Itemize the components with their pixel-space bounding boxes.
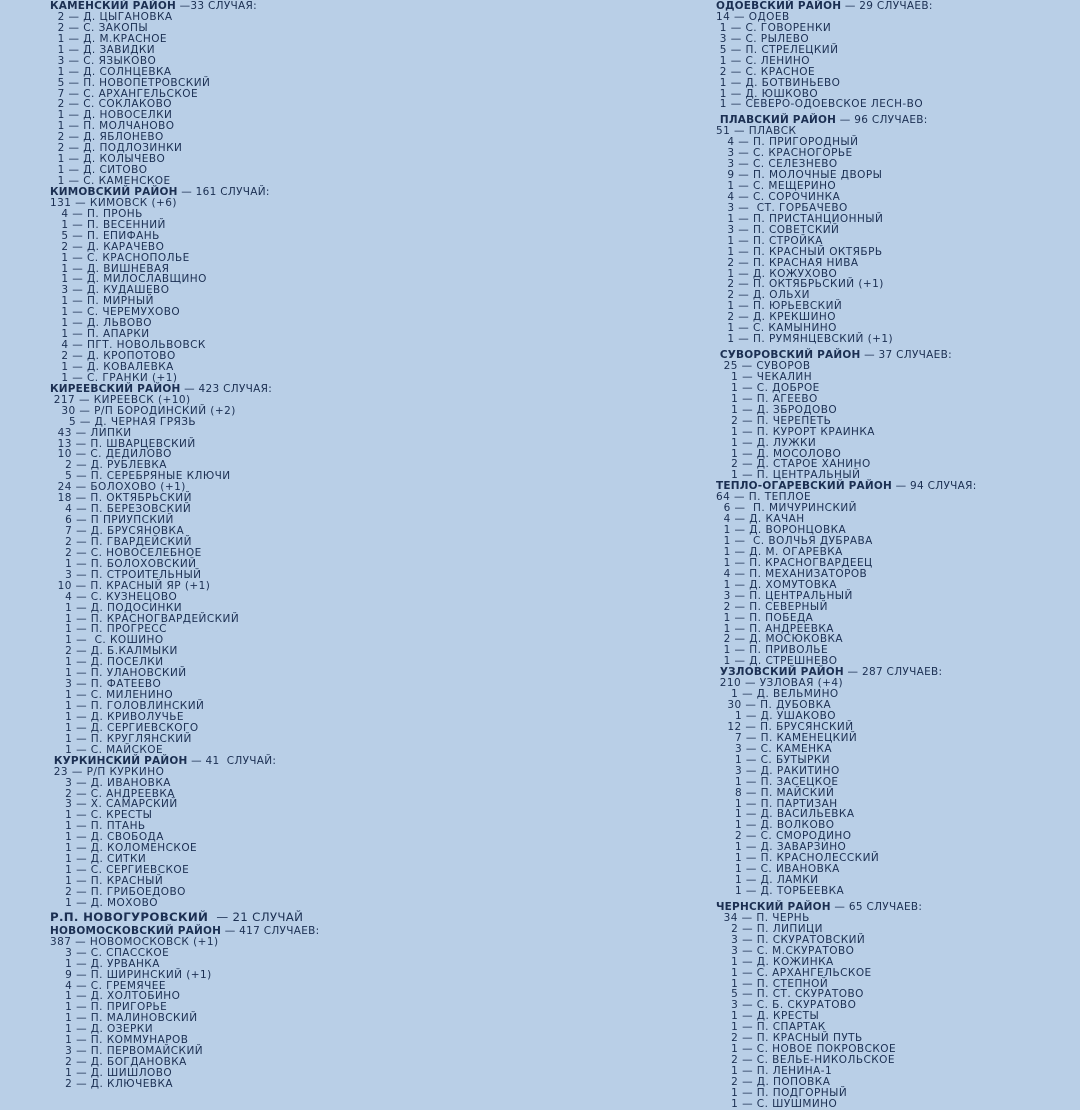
settlement-entry: 1 — Д. ЛАМКИ: [716, 874, 819, 887]
settlement-entry: 1 — Д. ЛУЖКИ: [716, 436, 817, 449]
settlement-entry: 3 — С. ЯЗЫКОВО: [50, 54, 157, 67]
settlement-entry: 3 — С. КРАСНОГОРЬЕ: [716, 147, 853, 160]
settlement-entry: 1 — С. ЛЕНИНО: [716, 54, 810, 67]
settlement-entry: 2 — Д. ЯБЛОНЕВО: [50, 131, 164, 144]
settlement-entry: 10 — П. КРАСНЫЙ ЯР (+1): [50, 579, 211, 592]
settlement-entry: 1 — С. АРХАНГЕЛЬСКОЕ: [716, 966, 872, 979]
settlement-entry: 1 — С. ГРАНКИ (+1): [50, 371, 178, 384]
settlement-entry: 2 — Д. РУБЛЕВКА: [50, 459, 167, 472]
settlement-entry: 3 — П. СТРОИТЕЛЬНЫЙ: [50, 568, 202, 581]
district-name: ОДОЕВСКИЙ РАЙОН: [716, 0, 842, 12]
settlement-entry: 1 — Д. СТРЕШНЕВО: [716, 655, 838, 668]
settlement-entry: 1 — П. КРАСНЫЙ: [50, 875, 164, 887]
settlement-entry: 1 — Д. СОЛНЦЕВКА: [50, 65, 172, 78]
settlement-entry: 1 — Д. КРИВОЛУЧЬЕ: [50, 710, 184, 723]
district-name: КАМЕНСКИЙ РАЙОН: [50, 0, 176, 12]
settlement-entry: 7 — Д. БРУСЯНОВКА: [50, 525, 185, 537]
settlement-entry: 1 — С. КАМЫНИНО: [716, 322, 837, 335]
settlement-entry: 1 — Д. КОЖИНКА: [716, 955, 834, 968]
settlement-entry: 1 — П. АГЕЕВО: [716, 392, 818, 405]
settlement-entry: 2 — Д. ПОДЛОЗИНКИ: [50, 142, 183, 155]
settlement-entry: 7 — П. КАМЕНЕЦКИЙ: [716, 731, 858, 744]
settlement-entry: 3 — П. ПЕРВОМАЙСКИЙ: [50, 1045, 204, 1058]
settlement-entry: 4 — С. КУЗНЕЦОВО: [50, 590, 178, 603]
settlement-entry: 1 — Д. М. ОГАРЕВКА: [716, 545, 843, 558]
settlement-entry: 2 — Д. КРОПОТОВО: [50, 350, 176, 362]
settlement-entry: 131 — КИМОВСК (+6): [50, 196, 177, 209]
settlement-entry: 1 — Д. МОХОВО: [50, 896, 158, 909]
settlement-entry: 23 — Р/П КУРКИНО: [50, 765, 165, 778]
settlement-entry: 1 — Д. ВИШНЕВАЯ: [50, 262, 170, 275]
district-name: Р.П. НОВОГУРОВСКИЙ: [50, 909, 209, 924]
right-column: [716, 1, 1076, 1110]
settlement-entry: 1 — Д. ВЕЛЬМИНО: [716, 688, 839, 701]
settlement-entry: 1 — Д. КОЛОМЕНСКОЕ: [50, 842, 198, 855]
settlement-entry: 1 — П. ПРИВОЛЬЕ: [716, 644, 829, 657]
district-name: ПЛАВСКИЙ РАЙОН: [716, 114, 837, 127]
settlement-entry: 1 — П. КРАСНОЛЕССКИЙ: [716, 852, 880, 865]
settlement-entry: 43 — ЛИПКИ: [50, 426, 132, 439]
settlement-entry: 1 — П. КУРОРТ КРАИНКА: [716, 425, 875, 438]
settlement-entry: 1 — С. МАЙСКОЕ: [50, 743, 164, 756]
settlement-entry: 2 — С. КРАСНОЕ: [716, 65, 816, 78]
settlement-entry: 1 — С. МИЛЕНИНО: [50, 689, 174, 702]
settlement-entry: 1 — П. ПОДГОРНЫЙ: [716, 1086, 848, 1099]
settlement-entry: 2 — С. НОВОСЕЛЕБНОЕ: [50, 546, 202, 559]
settlement-entry: 1 — С. КОШИНО: [50, 634, 164, 647]
settlement-entry: 2 — Д. КАРАЧЕВО: [50, 240, 165, 253]
settlement-entry: 5 — П. НОВОПЕТРОВСКИЙ: [50, 76, 211, 89]
settlement-entry: 2 — Д. БОГДАНОВКА: [50, 1056, 187, 1069]
settlement-entry: 1 — Д. ХОЛТОБИНО: [50, 990, 181, 1003]
district-name: КИРЕЕВСКИЙ РАЙОН: [50, 382, 181, 395]
settlement-entry: 1 — П. ЦЕНТРАЛЬНЫЙ: [716, 469, 861, 482]
settlement-entry: 1 — П. РУМЯНЦЕВСКИЙ (+1): [716, 333, 894, 346]
settlement-entry: 1 — С. КАМЕНСКОЕ: [50, 175, 171, 187]
settlement-entry: 13 — П. ШВАРЦЕВСКИЙ: [50, 437, 196, 450]
settlement-entry: 4 — Д. КАЧАН: [716, 513, 805, 526]
settlement-entry: 1 — Д. М.КРАСНОЕ: [50, 32, 168, 45]
settlement-entry: 18 — П. ОКТЯБРЬСКИЙ: [50, 492, 192, 505]
settlement-entry: 1 — Д. ЗАВИДКИ: [50, 43, 156, 56]
settlement-entry: 2 — С. СМОРОДИНО: [716, 830, 852, 843]
settlement-entry: 1 — Д. КОВАЛЕВКА: [50, 360, 174, 373]
settlement-entry: 1 — П. ПРИГОРЬЕ: [50, 1001, 168, 1014]
district-total: — 287 СЛУЧАЕВ:: [843, 666, 943, 679]
settlement-entry: 1 — П. КРАСНОГВАРДЕЕЦ: [716, 556, 873, 569]
settlement-entry: 1 — П. УЛАНОВСКИЙ: [50, 667, 187, 680]
settlement-entry: 4 — П. БЕРЕЗОВСКИЙ: [50, 503, 192, 516]
settlement-entry: 387 — НОВОМОСКОВСК (+1): [50, 935, 219, 948]
settlement-entry: 1 — С. НОВОЕ ПОКРОВСКОЕ: [716, 1043, 897, 1056]
settlement-entry: 12 — П. БРУСЯНСКИЙ: [716, 720, 854, 733]
settlement-entry: 30 — Р/П БОРОДИНСКИЙ (+2): [50, 404, 236, 417]
settlement-entry: 1 — П. ПАРТИЗАН: [716, 797, 838, 810]
district-heading: [50, 756, 520, 767]
district-total: — 41 СЛУЧАЙ:: [187, 754, 277, 767]
settlement-entry: 3 — С. СЕЛЕЗНЕВО: [716, 158, 838, 171]
settlement-entry: 1 — С. СЕРГИЕВСКОЕ: [50, 864, 190, 877]
settlement-entry: 1 — П. КРУГЛЯНСКИЙ: [50, 732, 192, 745]
settlement-entry: 6 — П. МИЧУРИНСКИЙ: [716, 502, 857, 515]
settlement-entry: 1 — П. СТЕПНОЙ: [716, 977, 829, 990]
settlement-entry: 2 — Д. МОСЮКОВКА: [716, 633, 844, 646]
settlement-entry: 1 — Д. ТОРБЕЕВКА: [716, 885, 845, 897]
settlement-entry: 1 — П. КРАСНОГВАРДЕЙСКИЙ: [50, 612, 240, 625]
settlement-entry: 1 — Д. ЗБРОДОВО: [716, 403, 838, 416]
settlement-entry: 4 — П. МЕХАНИЗАТОРОВ: [716, 567, 868, 580]
settlement-entry: 217 — КИРЕЕВСК (+10): [50, 393, 191, 406]
settlement-entry: 1 — Д. УШАКОВО: [716, 710, 836, 722]
settlement-entry: 1 — С. ГОВОРЕНКИ: [716, 21, 832, 34]
settlement-entry: 1 — Д. ЮШКОВО: [716, 87, 819, 100]
district-heading: [50, 909, 520, 926]
settlement-entry: 4 — П. ПРОНЬ: [50, 207, 143, 220]
settlement-entry: 3 — П. СКУРАТОВСКИЙ: [716, 933, 866, 946]
settlement-entry: 3 — С. КАМЕНКА: [716, 742, 832, 755]
settlement-entry: 2 — Д. Б.КАЛМЫКИ: [50, 645, 178, 658]
settlement-entry: 1 — С. ЧЕРЕМУХОВО: [50, 306, 181, 319]
settlement-entry: 5 — П. СТРЕЛЕЦКИЙ: [716, 43, 839, 56]
settlement-entry: 1 — П. МОЛЧАНОВО: [50, 120, 175, 133]
settlement-entry: 4 — ПГТ. НОВОЛЬВОВСК: [50, 339, 206, 352]
settlement-entry: 3 — Д. КУДАШЕВО: [50, 284, 170, 297]
settlement-entry: 9 — П. МОЛОЧНЫЕ ДВОРЫ: [716, 169, 883, 182]
settlement-entry: 51 — ПЛАВСК: [716, 125, 797, 138]
settlement-entry: 10 — С. ДЕДИЛОВО: [50, 448, 172, 461]
settlement-entry: 2 — П. ГРИБОЕДОВО: [50, 885, 186, 898]
settlement-entry: 2 — Д. ЦЫГАНОВКА: [50, 10, 173, 23]
settlement-entry: 1 — Д. СИТОВО: [50, 164, 148, 177]
settlement-entry: 14 — ОДОЕВ: [716, 10, 790, 23]
settlement-entry: 1 — С. ВОЛЧЬЯ ДУБРАВА: [716, 535, 873, 547]
settlement-entry: 2 — С. АНДРЕЕВКА: [50, 787, 175, 800]
settlement-entry: 1 — П. КРАСНЫЙ ОКТЯБРЬ: [716, 245, 883, 258]
settlement-entry: 1 — Д. ВАСИЛЬЕВКА: [716, 808, 855, 821]
settlement-entry: 1 — Д. СИТКИ: [50, 853, 147, 866]
settlement-entry: 1 — П. ЛЕНИНА-1: [716, 1065, 833, 1077]
settlement-entry: 2 — П. КРАСНЫЙ ПУТЬ: [716, 1032, 863, 1045]
settlement-entry: 1 — Д. ВОЛКОВО: [716, 819, 835, 832]
settlement-entry: 210 — УЗЛОВАЯ (+4): [716, 677, 844, 690]
district-total: — 161 СЛУЧАЙ:: [177, 185, 270, 198]
settlement-entry: 2 — С. ВЕЛЬЕ-НИКОЛЬСКОЕ: [716, 1054, 895, 1067]
settlement-entry: 2 — Д. КЛЮЧЕВКА: [50, 1077, 173, 1090]
settlement-entry: 1 — Д. БОТВИНЬЕВО: [716, 76, 841, 89]
settlement-entry: 1 — П. ГОЛОВЛИНСКИЙ: [50, 700, 205, 712]
settlement-entry: 1 — Д. ПОДОСИНКИ: [50, 601, 183, 614]
settlement-entry: 6 — П ПРИУПСКИЙ: [50, 514, 174, 527]
district-name: НОВОМОСКОВСКИЙ РАЙОН: [50, 924, 222, 937]
settlement-entry: 3 — С. РЫЛЕВО: [716, 32, 810, 45]
settlement-entry: 3 — С. Б. СКУРАТОВО: [716, 999, 857, 1012]
settlement-entry: 1 — С. КРЕСТЫ: [50, 809, 153, 822]
settlement-entry: 3 — П. СОВЕТСКИЙ: [716, 223, 840, 236]
settlement-entry: 2 — П. СЕВЕРНЫЙ: [716, 600, 828, 613]
district-total: — 96 СЛУЧАЕВ:: [836, 114, 928, 127]
district-total: — 65 СЛУЧАЕВ:: [830, 900, 923, 913]
settlement-entry: 2 — П. ГВАРДЕЙСКИЙ: [50, 535, 192, 548]
settlement-entry: 5 — Д. ЧЕРНАЯ ГРЯЗЬ: [50, 415, 197, 428]
district-total: — 21 СЛУЧАЙ: [208, 909, 304, 924]
settlement-entry: 1 — Д. МОСОЛОВО: [716, 447, 842, 460]
district-name: СУВОРОВСКИЙ РАЙОН: [716, 349, 861, 362]
settlement-entry: 4 — П. ПРИГОРОДНЫЙ: [716, 136, 859, 149]
settlement-entry: 1 — П. ПРОГРЕСС: [50, 623, 167, 636]
settlement-entry: 2 — П. ЛИПИЦИ: [716, 922, 823, 935]
settlement-entry: 1 — Д. ВОРОНЦОВКА: [716, 524, 847, 537]
settlement-entry: 3 — С. М.СКУРАТОВО: [716, 944, 855, 957]
settlement-entry: 1 — Д. СВОБОДА: [50, 831, 164, 844]
settlement-entry: 2 — Д. ОЛЬХИ: [716, 289, 810, 302]
settlement-entry: 1 — П. ПРИСТАНЦИОННЫЙ: [716, 212, 884, 225]
district-total: —33 СЛУЧАЯ:: [175, 0, 257, 12]
settlement-entry: 3 — П. ЦЕНТРАЛЬНЫЙ: [716, 589, 853, 602]
settlement-entry: 2 — Д. СТАРОЕ ХАНИНО: [716, 458, 871, 471]
settlement-entry: 8 — П. МАЙСКИЙ: [716, 786, 835, 799]
settlement-entry: 1 — С. БУТЫРКИ: [716, 753, 831, 766]
settlement-entry: 1 — П. КОММУНАРОВ: [50, 1034, 189, 1047]
district-total: — 417 СЛУЧАЕВ:: [221, 924, 320, 937]
settlement-entry: 1 — Д. ОЗЕРКИ: [50, 1023, 154, 1036]
settlement-entry: 64 — П. ТЕПЛОЕ: [716, 491, 812, 504]
district-total: — 94 СЛУЧАЯ:: [891, 480, 977, 493]
district-name: КИМОВСКИЙ РАЙОН: [50, 185, 178, 198]
settlement-entry: 1 — Д. ПОСЕЛКИ: [50, 656, 164, 669]
settlement-entry: 1 — Д. КОЖУХОВО: [716, 267, 838, 280]
settlement-entry: 1 — Д. КОЛЫЧЕВО: [50, 153, 166, 166]
settlement-entry: 1 — С. ДОБРОЕ: [716, 381, 820, 394]
district-name: КУРКИНСКИЙ РАЙОН: [50, 754, 188, 767]
settlement-entry: 1 — С. МЕЩЕРИНО: [716, 180, 837, 192]
settlement-entry: 5 — П. ЕПИФАНЬ: [50, 229, 160, 242]
settlement-entry: 2 — С. ЗАКОПЫ: [50, 21, 149, 34]
settlement-entry: 30 — П. ДУБОВКА: [716, 699, 832, 712]
district-name: УЗЛОВСКИЙ РАЙОН: [716, 666, 844, 679]
district-total: — 423 СЛУЧАЯ:: [180, 382, 273, 395]
settlement-entry: 1 — П. СПАРТАК: [716, 1021, 826, 1034]
settlement-entry: 1 — Д. ХОМУТОВКА: [716, 578, 837, 591]
settlement-entry: 5 — П. СТ. СКУРАТОВО: [716, 988, 864, 1001]
settlement-entry: 7 — С. АРХАНГЕЛЬСКОЕ: [50, 87, 199, 100]
settlement-entry: 1 — П. ЗАСЕЦКОЕ: [716, 775, 839, 788]
settlement-entry: 3 — СТ. ГОРБАЧЕВО: [716, 201, 848, 214]
settlement-entry: 1 — П. МАЛИНОВСКИЙ: [50, 1012, 198, 1025]
settlement-entry: 1 — П. ПТАНЬ: [50, 820, 146, 833]
settlement-entry: 1 — ЧЕКАЛИН: [716, 370, 813, 383]
settlement-entry: 1 — П. МИРНЫЙ: [50, 295, 154, 308]
settlement-entry: 1 — Д. ЛЬВОВО: [50, 317, 152, 330]
settlement-entry: 5 — П. СЕРЕБРЯНЫЕ КЛЮЧИ: [50, 470, 231, 483]
settlement-entry: 1 — Д. МИЛОСЛАВЩИНО: [50, 273, 207, 286]
settlement-entry: 1 — П. ЮРЬЕВСКИЙ: [716, 300, 843, 313]
settlement-entry: 25 — СУВОРОВ: [716, 360, 811, 372]
settlement-entry: 1 — П. СТРОЙКА: [716, 234, 823, 247]
settlement-entry: 1 — Д. СЕРГИЕВСКОГО: [50, 721, 199, 734]
settlement-entry: 1 — П. АНДРЕЕВКА: [716, 622, 834, 635]
district-total: — 37 СЛУЧАЕВ:: [860, 349, 952, 362]
settlement-entry: 1 — Д. ШИШЛОВО: [50, 1067, 173, 1079]
settlement-entry: 1 — С. КРАСНОПОЛЬЕ: [50, 251, 190, 264]
district-total: — 29 СЛУЧАЕВ:: [841, 0, 933, 12]
district-name: ТЕПЛО-ОГАРЕВСКИЙ РАЙОН: [716, 480, 892, 493]
settlement-entry: 1 — Д. КРЕСТЫ: [716, 1010, 820, 1023]
settlement-entry: 1 — С. ШУШМИНО: [716, 1097, 838, 1110]
settlement-entry: 1 — С. ИВАНОВКА: [716, 863, 840, 876]
settlement-entry: 2 — Д. КРЕКШИНО: [716, 311, 836, 324]
settlement-entry: 1 — П. ВЕСЕННИЙ: [50, 218, 166, 231]
settlement-entry: 34 — П. ЧЕРНЬ: [716, 911, 810, 924]
settlement-entry: 2 — П. ЧЕРЕПЕТЬ: [716, 414, 832, 427]
settlement-entry: 3 — Х. САМАРСКИЙ: [50, 798, 178, 811]
settlement-entry: 1 — П. ПОБЕДА: [716, 611, 814, 624]
settlement-entry: 4 — С. СОРОЧИНКА: [716, 190, 841, 203]
district-name: ЧЕРНСКИЙ РАЙОН: [716, 900, 831, 913]
settlement-entry: 2 — П. КРАСНАЯ НИВА: [716, 256, 859, 269]
settlement-entry: 1 — СЕВЕРО-ОДОЕВСКОЕ ЛЕСН-ВО: [716, 98, 924, 111]
settlement-entry: 3 — С. СПАССКОЕ: [50, 946, 170, 959]
settlement-entry: 2 — С. СОКЛАКОВО: [50, 98, 172, 111]
settlement-entry: 2 — Д. ПОПОВКА: [716, 1075, 831, 1088]
left-column: [50, 1, 520, 1090]
settlement-entry: 3 — П. ФАТЕЕВО: [50, 678, 162, 691]
settlement-entry: 1 — Д. УРВАНКА: [50, 957, 160, 970]
settlement-entry: 24 — БОЛОХОВО (+1): [50, 481, 186, 494]
settlement-entry: 3 — Д. РАКИТИНО: [716, 764, 840, 777]
settlement-entry: 2 — П. ОКТЯБРЬСКИЙ (+1): [716, 278, 884, 291]
settlement-entry: 1 — П. АПАРКИ: [50, 328, 150, 341]
settlement-entry: 9 — П. ШИРИНСКИЙ (+1): [50, 968, 212, 981]
settlement-entry: 1 — Д. НОВОСЕЛКИ: [50, 109, 173, 122]
settlement-entry: 4 — С. ГРЕМЯЧЕЕ: [50, 979, 166, 992]
settlement-entry: 1 — Д. ЗАВАРЗИНО: [716, 841, 847, 854]
settlement-entry: 1 — П. БОЛОХОВСКИЙ: [50, 557, 197, 570]
settlement-entry: 3 — Д. ИВАНОВКА: [50, 776, 171, 789]
